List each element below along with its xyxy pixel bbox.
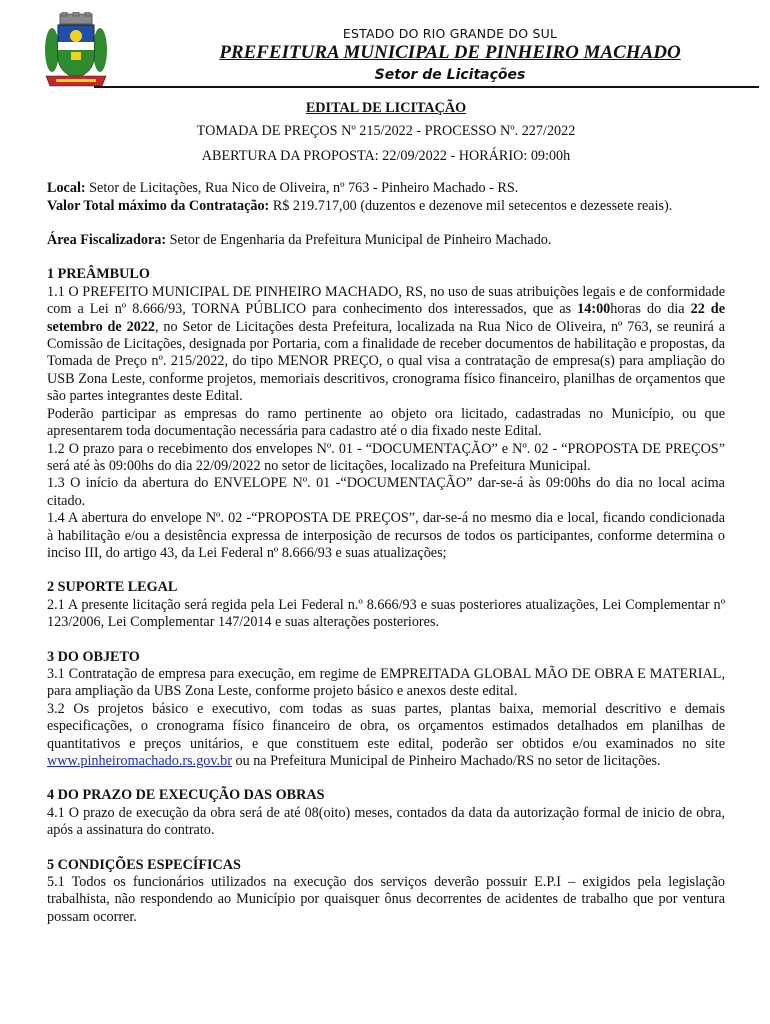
sector-name: Setor de Licitações — [374, 67, 526, 83]
area-info — [47, 232, 725, 249]
local-info — [47, 180, 725, 197]
section-heading-4: 4 DO PRAZO DE EXECUÇÃO DAS OBRAS — [47, 787, 325, 804]
coat-of-arms-icon — [42, 12, 110, 90]
valor-info — [47, 198, 725, 215]
paragraph-3-2 — [47, 701, 725, 771]
document-header — [30, 10, 726, 90]
paragraph-5-1: 5.1 Todos os funcionários utilizados na execução dos serviços deverão possuir E.P.I – exigidos pela legislação trabalhista, não respondendo ao Município por quaisquer ônus decorrentes de acidentes de trabalho que por ventura possam ocorrer. — [47, 874, 725, 925]
header-divider — [94, 86, 759, 88]
paragraph-1-3: 1.3 O início da abertura do ENVELOPE Nº. 01 -“DOCUMENTAÇÃO” dar-se-á às 09:00hs do dia no local acima citado. — [47, 475, 725, 509]
paragraph-3-1: 3.1 Contratação de empresa para execução, em regime de EMPREITADA GLOBAL MÃO DE OBRA E MATERIAL, para ampliação da UBS Zona Leste, conforme projeto básico e anexos deste edital. — [47, 665, 725, 700]
local-label: Local: — [47, 180, 86, 197]
paragraph-2-1: 2.1 A presente licitação será regida pela Lei Federal n.º 8.666/93 e suas posteriores atualizações, Lei Complementar nº 123/2006, Lei Complementar 147/2014 e suas alterações posteriores. — [47, 596, 725, 631]
section-heading-3: 3 DO OBJETO — [47, 648, 140, 665]
document-title: EDITAL DE LICITAÇÃO — [305, 100, 467, 116]
area-text: Setor de Engenharia da Prefeitura Municipal de Pinheiro Machado. — [166, 232, 552, 249]
area-label: Área Fiscalizadora: — [47, 232, 167, 249]
website-link[interactable]: www.pinheiromachado.rs.gov.br — [47, 753, 232, 769]
p11-text-e: , no Setor de Licitações desta Prefeitura, localizada na Rua Nico de Oliveira, nº 763, se reunirá a Comissão de Licitações, designada por Portaria, com a finalidade de receber documentos de habilitação e propostas, da Tomada de Preço nº. 215/2022, do tipo MENOR PREÇO, o qual visa a contratação de empresa(s) para ampliação do USB Zona Leste, conforme projetos, memoriais descritivos, cronograma físico financeiro, planilhas de orçamentos que são partes integrantes deste Edital. — [47, 318, 725, 405]
title-block — [47, 100, 725, 165]
p11-time: 14:00 — [577, 301, 611, 318]
opening-date: ABERTURA DA PROPOSTA: 22/09/2022 - HORÁRIO: 09:00h — [201, 147, 571, 164]
p32-text-a: 3.2 Os projetos básico e executivo, com todas as suas partes, plantas baixa, memorial descritivo e demais especificações, o cronograma físico financeiro de obra, os orçamentos estimados detalhados em planilhas de quantitativos e preços unitários, e que constituem este edital, poderão ser obtidos e/ou examinados no site — [47, 700, 725, 752]
p32-text-b: ou na Prefeitura Municipal de Pinheiro Machado/RS no setor de licitações. — [231, 753, 661, 769]
paragraph-1-1 — [47, 284, 725, 406]
paragraph-4-1: 4.1 O prazo de execução da obra será de até 08(oito) meses, contados da data da autorização formal de inicio de obra, após a assinatura do contrato. — [47, 804, 725, 839]
valor-text: R$ 219.717,00 (duzentos e dezenove mil setecentos e dezessete reais). — [269, 197, 673, 214]
section-heading-1: 1 PREÂMBULO — [47, 266, 150, 283]
p11-text-a: 1.1 O PREFEITO MUNICIPAL DE PINHEIRO MACHADO, RS, no uso de suas atribuições legais e de conformidade com a Lei nº 8.666/93, TORNA PÚBLICO para conhecimento dos interessados, que as — [47, 283, 725, 318]
valor-label: Valor Total máximo da Contratação: — [47, 197, 270, 214]
prefeitura-name: PREFEITURA MUNICIPAL DE PINHEIRO MACHADO — [219, 42, 681, 63]
section-heading-5: 5 CONDIÇÕES ESPECÍFICAS — [47, 856, 241, 873]
local-text: Setor de Licitações, Rua Nico de Oliveira, nº 763 - Pinheiro Machado - RS. — [85, 180, 519, 197]
p11-text-c: horas do dia — [610, 301, 691, 318]
tender-number: TOMADA DE PREÇOS Nº 215/2022 - PROCESSO Nº. 227/2022 — [196, 123, 576, 140]
p11-date: 22 de setembro de 2022 — [47, 301, 725, 335]
paragraph-1-4: 1.4 A abertura do envelope Nº. 02 -“PROPOSTA DE PREÇOS”, dar-se-á no mesmo dia e local, ficando condicionada à habilitação e/ou a desistência expressa de interposição de recursos de todos os participantes, conforme determina o inciso III, do artigo 43, da Lei Federal nº 8.666/93 e suas atualizações; — [47, 510, 725, 561]
paragraph-1-2: 1.2 O prazo para o recebimento dos envelopes Nº. 01 - “DOCUMENTAÇÃO” e Nº. 02 - “PROPOSTA DE PREÇOS” será até às 09:00hs do dia 22/09/2022 no setor de licitações, localizado na Prefeitura Municipal. — [47, 440, 725, 474]
state-name: ESTADO DO RIO GRANDE DO SUL — [342, 26, 558, 41]
document-body — [47, 100, 725, 926]
paragraph-1-1-participation: Poderão participar as empresas do ramo pertinente ao objeto ora licitado, cadastradas no Município, ou que apresentarem toda documentação necessária para cadastro até o dia fixado neste Edital. — [47, 405, 725, 440]
section-heading-2: 2 SUPORTE LEGAL — [47, 579, 178, 596]
